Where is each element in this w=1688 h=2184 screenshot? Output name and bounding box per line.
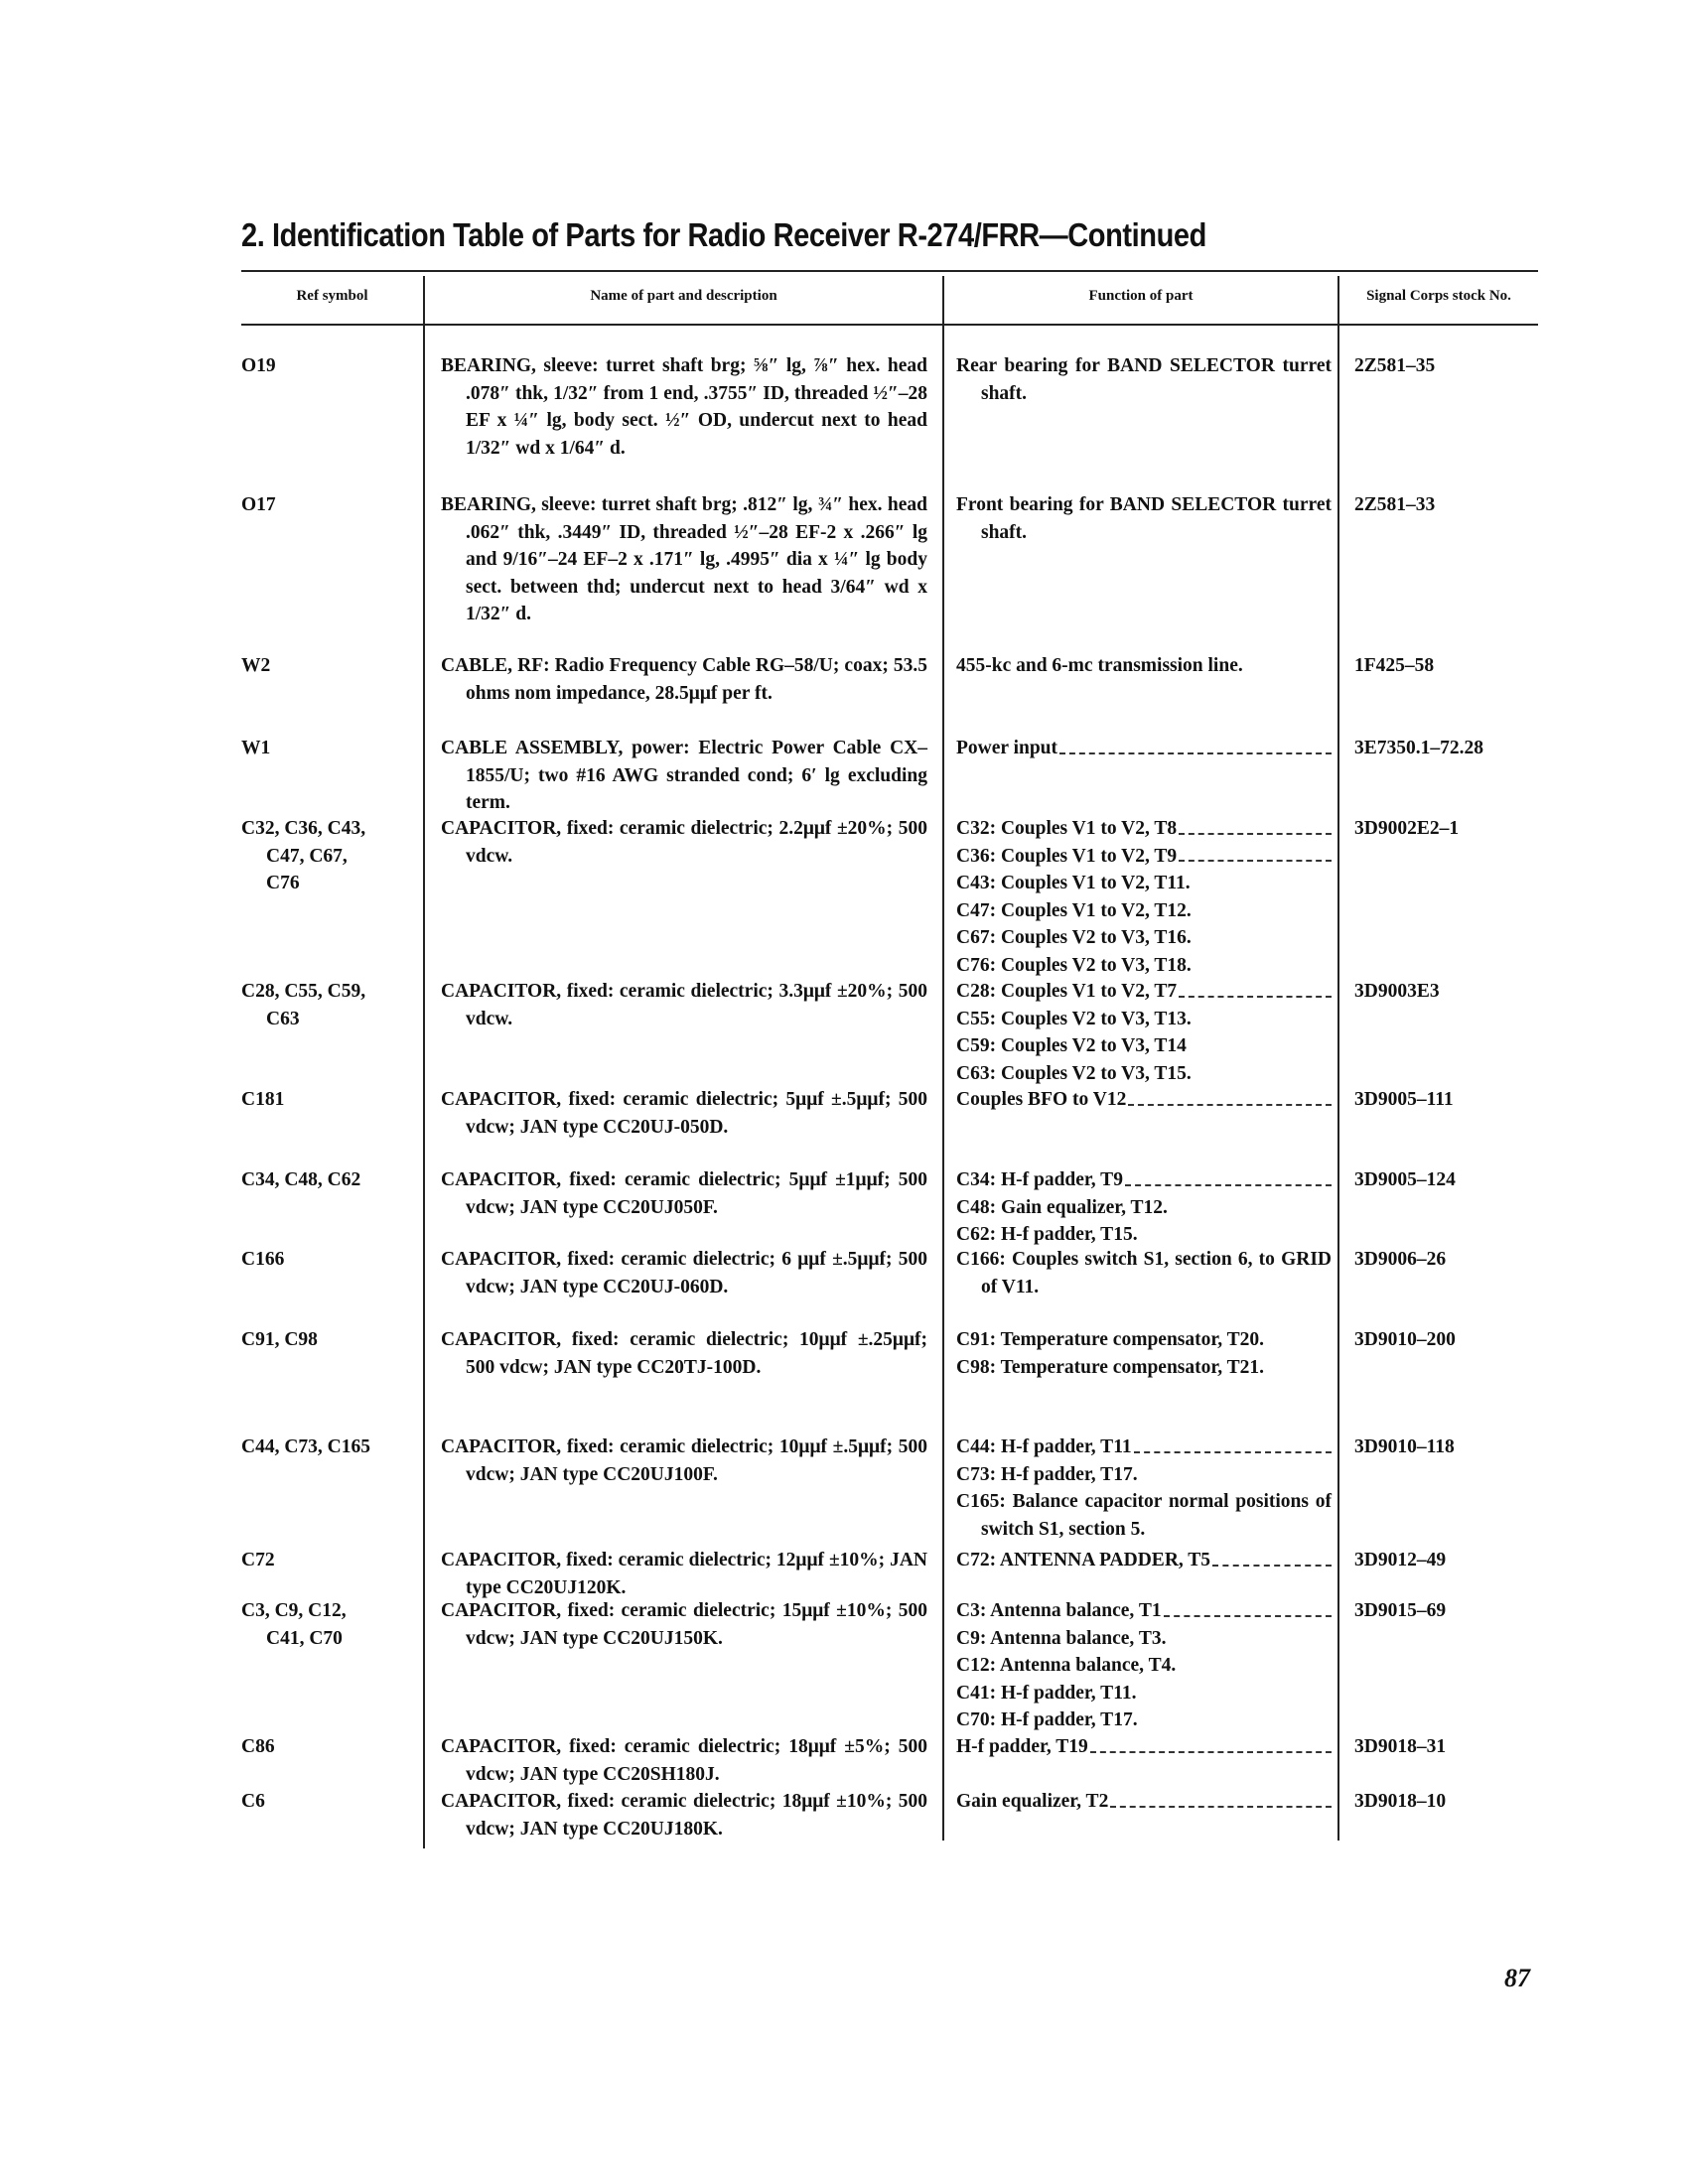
function-text: C36: Couples V1 to V2, T9 — [956, 845, 1178, 867]
ref-symbol: C28, C55, C59, — [241, 981, 366, 1002]
ref-symbol: C41, C70 — [266, 1627, 343, 1649]
part-function-cell — [956, 1597, 1332, 1734]
ref-symbol: C47, C67, — [266, 845, 348, 867]
ref-symbol-cell — [241, 815, 415, 897]
part-description: CAPACITOR, fixed: ceramic dielectric; 18μμf ±5%; 500 vdcw; JAN type CC20SH180J. — [441, 1736, 927, 1785]
function-text: C73: H-f padder, T17. — [956, 1463, 1138, 1485]
ref-symbol-cell — [241, 1788, 415, 1816]
stock-number: 3D9005–111 — [1354, 1089, 1454, 1110]
part-description: CAPACITOR, fixed: ceramic dielectric; 2.2μμf ±20%; 500 vdcw. — [441, 818, 927, 867]
ref-symbol-cell — [241, 1597, 415, 1652]
function-line — [956, 652, 1332, 680]
part-function-cell — [956, 1433, 1332, 1543]
function-line — [956, 1060, 1332, 1088]
stock-number: 3D9003E3 — [1354, 981, 1440, 1002]
function-text: C3: Antenna balance, T1 — [956, 1600, 1162, 1621]
function-text: Power input — [956, 738, 1058, 758]
function-text: Couples BFO to V12 — [956, 1089, 1127, 1110]
ref-symbol: C63 — [266, 1008, 300, 1029]
leader-dots — [1128, 1086, 1332, 1106]
function-line — [956, 1086, 1332, 1114]
ref-symbol: C166 — [241, 1249, 285, 1270]
function-line — [956, 870, 1332, 897]
function-line — [956, 1706, 1332, 1734]
function-text: C166: Couples switch S1, section 6, to GRID of V11. — [956, 1249, 1332, 1297]
function-text: C63: Couples V2 to V3, T15. — [956, 1062, 1192, 1084]
function-text: C9: Antenna balance, T3. — [956, 1627, 1167, 1649]
part-function-cell — [956, 1547, 1332, 1574]
stock-number: 1F425–58 — [1354, 655, 1435, 676]
stock-number: 3D9018–10 — [1354, 1791, 1447, 1812]
leader-dots — [1134, 1433, 1332, 1453]
ref-symbol: C34, C48, C62 — [241, 1169, 361, 1190]
ref-symbol: W1 — [241, 738, 271, 758]
function-text: Rear bearing for BAND SELECTOR turret shaft. — [956, 355, 1332, 404]
part-function-cell — [956, 978, 1332, 1087]
part-function-cell — [956, 652, 1332, 680]
function-line — [956, 1652, 1332, 1680]
part-function-cell — [956, 491, 1332, 546]
ref-symbol: C32, C36, C43, — [241, 818, 366, 839]
function-text: Gain equalizer, T2 — [956, 1791, 1109, 1812]
column-divider — [423, 276, 425, 1848]
function-line — [956, 1597, 1332, 1625]
function-line — [956, 897, 1332, 925]
stock-number: 3D9005–124 — [1354, 1169, 1456, 1190]
ref-symbol: O17 — [241, 494, 276, 515]
function-line — [956, 1788, 1332, 1816]
function-text: C59: Couples V2 to V3, T14 — [956, 1035, 1187, 1057]
ref-symbol-cell — [241, 978, 415, 1032]
function-text: C98: Temperature compensator, T21. — [956, 1356, 1265, 1378]
ref-symbol-cell — [241, 1086, 415, 1114]
function-line — [956, 1488, 1332, 1543]
part-function-cell — [956, 735, 1332, 762]
part-description: CABLE ASSEMBLY, power: Electric Power Cable CX–1855/U; two #16 AWG stranded cond; 6′ lg excluding term. — [441, 738, 927, 814]
part-description: CAPACITOR, fixed: ceramic dielectric; 6 μμf ±.5μμf; 500 vdcw; JAN type CC20UJ-060D. — [441, 1249, 927, 1297]
ref-symbol: C72 — [241, 1550, 275, 1570]
stock-number: 3E7350.1–72.28 — [1354, 738, 1484, 758]
stock-number: 3D9015–69 — [1354, 1600, 1447, 1621]
ref-symbol-cell — [241, 652, 415, 680]
ref-symbol-cell — [241, 1246, 415, 1274]
leader-dots — [1090, 1733, 1332, 1753]
function-text: C165: Balance capacitor normal positions of switch S1, section 5. — [956, 1491, 1332, 1540]
function-line — [956, 815, 1332, 843]
page-number: 87 — [1504, 1964, 1530, 1992]
leader-dots — [1110, 1788, 1332, 1808]
ref-symbol: C86 — [241, 1736, 275, 1757]
function-line — [956, 1625, 1332, 1653]
ref-symbol: C6 — [241, 1791, 265, 1812]
function-text: C67: Couples V2 to V3, T16. — [956, 927, 1192, 949]
part-function-cell — [956, 352, 1332, 407]
ref-symbol-cell — [241, 1733, 415, 1761]
function-line — [956, 735, 1332, 762]
part-description: CAPACITOR, fixed: ceramic dielectric; 5μμf ±.5μμf; 500 vdcw; JAN type CC20UJ-050D. — [441, 1089, 927, 1138]
ref-symbol: W2 — [241, 655, 271, 676]
ref-symbol-cell — [241, 1433, 415, 1461]
part-description: CAPACITOR, fixed: ceramic dielectric; 18μμf ±10%; 500 vdcw; JAN type CC20UJ180K. — [441, 1791, 927, 1840]
function-text: C34: H-f padder, T9 — [956, 1169, 1123, 1190]
part-description: CAPACITOR, fixed: ceramic dielectric; 3.3μμf ±20%; 500 vdcw. — [441, 981, 927, 1029]
header-name-description: Name of part and description — [590, 288, 777, 304]
function-line — [956, 1246, 1332, 1300]
column-divider — [1337, 276, 1339, 1841]
function-line — [956, 1680, 1332, 1707]
header-stock-number: Signal Corps stock No. — [1366, 288, 1511, 304]
ref-symbol-cell — [241, 352, 415, 380]
function-text: C72: ANTENNA PADDER, T5 — [956, 1550, 1211, 1570]
page-title: 2. Identification Table of Parts for Radio Receiver R-274/FRR—Continued — [241, 216, 1206, 253]
ref-symbol: C44, C73, C165 — [241, 1436, 370, 1457]
function-text: C43: Couples V1 to V2, T11. — [956, 873, 1191, 894]
function-line — [956, 1433, 1332, 1461]
ref-symbol: C181 — [241, 1089, 285, 1110]
ref-symbol-cell — [241, 1166, 415, 1194]
ref-symbol: O19 — [241, 355, 276, 376]
ref-symbol: C76 — [266, 873, 300, 894]
function-line — [956, 1326, 1332, 1354]
function-text: C55: Couples V2 to V3, T13. — [956, 1008, 1192, 1029]
header-function: Function of part — [1088, 288, 1194, 304]
leader-dots — [1179, 843, 1332, 863]
part-function-cell — [956, 1788, 1332, 1816]
ref-symbol-cell — [241, 1326, 415, 1354]
function-line — [956, 843, 1332, 871]
ref-symbol: C91, C98 — [241, 1329, 318, 1350]
function-text: C62: H-f padder, T15. — [956, 1224, 1138, 1246]
function-line — [956, 352, 1332, 407]
function-text: C12: Antenna balance, T4. — [956, 1655, 1177, 1677]
header-bottom-rule — [241, 324, 1538, 326]
function-line — [956, 1733, 1332, 1761]
function-text: C32: Couples V1 to V2, T8 — [956, 818, 1178, 839]
leader-dots — [1125, 1166, 1332, 1186]
function-text: C91: Temperature compensator, T20. — [956, 1329, 1265, 1350]
function-line — [956, 978, 1332, 1006]
part-description: CAPACITOR, fixed: ceramic dielectric; 12μμf ±10%; JAN type CC20UJ120K. — [441, 1550, 927, 1598]
function-text: C47: Couples V1 to V2, T12. — [956, 899, 1192, 921]
header-ref-symbol: Ref symbol — [296, 288, 368, 304]
leader-dots — [1164, 1597, 1332, 1617]
part-description: CAPACITOR, fixed: ceramic dielectric; 15μμf ±10%; 500 vdcw; JAN type CC20UJ150K. — [441, 1600, 927, 1649]
ref-symbol: C3, C9, C12, — [241, 1600, 347, 1621]
part-function-cell — [956, 1733, 1332, 1761]
part-description: CABLE, RF: Radio Frequency Cable RG–58/U; coax; 53.5 ohms nom impedance, 28.5μμf per ft. — [441, 655, 927, 704]
function-text: C44: H-f padder, T11 — [956, 1436, 1132, 1457]
function-line — [956, 1354, 1332, 1382]
function-line — [956, 1547, 1332, 1574]
part-description: BEARING, sleeve: turret shaft brg; ⅝″ lg, ⅞″ hex. head .078″ thk, 1/32″ from 1 end, .3755″ ID, threaded ½″–28 EF x ¼″ lg, body sect. ½″ OD, undercut next to head 1/32″ wd x 1/64″ d. — [441, 355, 927, 459]
function-text: 455-kc and 6-mc transmission line. — [956, 655, 1243, 676]
stock-number: 3D9010–118 — [1354, 1436, 1455, 1457]
function-line — [956, 924, 1332, 952]
part-description: CAPACITOR, fixed: ceramic dielectric; 10μμf ±.25μμf; 500 vdcw; JAN type CC20TJ-100D. — [441, 1329, 927, 1378]
ref-symbol-cell — [241, 491, 415, 519]
function-text: H-f padder, T19 — [956, 1736, 1088, 1757]
leader-dots — [1059, 735, 1332, 754]
ref-symbol-cell — [241, 1547, 415, 1574]
part-description: CAPACITOR, fixed: ceramic dielectric; 10μμf ±.5μμf; 500 vdcw; JAN type CC20UJ100F. — [441, 1436, 927, 1485]
stock-number: 3D9002E2–1 — [1354, 818, 1460, 839]
stock-number: 3D9006–26 — [1354, 1249, 1447, 1270]
stock-number: 3D9010–200 — [1354, 1329, 1456, 1350]
function-text: C48: Gain equalizer, T12. — [956, 1196, 1168, 1218]
function-text: C76: Couples V2 to V3, T18. — [956, 954, 1192, 976]
function-text: C70: H-f padder, T17. — [956, 1709, 1138, 1731]
part-function-cell — [956, 1246, 1332, 1300]
stock-number: 2Z581–33 — [1354, 494, 1436, 515]
function-text: C41: H-f padder, T11. — [956, 1682, 1137, 1704]
part-function-cell — [956, 1166, 1332, 1249]
function-line — [956, 1166, 1332, 1194]
function-line — [956, 1006, 1332, 1033]
leader-dots — [1179, 978, 1332, 998]
part-function-cell — [956, 1086, 1332, 1114]
part-description: BEARING, sleeve: turret shaft brg; .812″ lg, ¾″ hex. head .062″ thk, .3449″ ID, threaded ½″–28 EF-2 x .266″ lg and 9/16″–24 EF–2 x .171″ lg, .4995″ dia x ¼″ lg body sect. between thd; undercut next to head 3/64″ wd x 1/32″ d. — [441, 494, 927, 625]
stock-number: 3D9018–31 — [1354, 1736, 1447, 1757]
ref-symbol-cell — [241, 735, 415, 762]
part-function-cell — [956, 1326, 1332, 1381]
function-text: Front bearing for BAND SELECTOR turret shaft. — [956, 494, 1332, 543]
column-divider — [942, 276, 944, 1841]
part-function-cell — [956, 815, 1332, 980]
leader-dots — [1212, 1547, 1332, 1567]
function-line — [956, 1194, 1332, 1222]
function-line — [956, 1032, 1332, 1060]
leader-dots — [1179, 815, 1332, 835]
function-line — [956, 1461, 1332, 1489]
stock-number: 2Z581–35 — [1354, 355, 1436, 376]
function-line — [956, 1221, 1332, 1249]
part-description: CAPACITOR, fixed: ceramic dielectric; 5μμf ±1μμf; 500 vdcw; JAN type CC20UJ050F. — [441, 1169, 927, 1218]
function-text: C28: Couples V1 to V2, T7 — [956, 981, 1178, 1002]
stock-number: 3D9012–49 — [1354, 1550, 1447, 1570]
function-line — [956, 491, 1332, 546]
table-top-rule — [241, 270, 1538, 272]
function-line — [956, 952, 1332, 980]
